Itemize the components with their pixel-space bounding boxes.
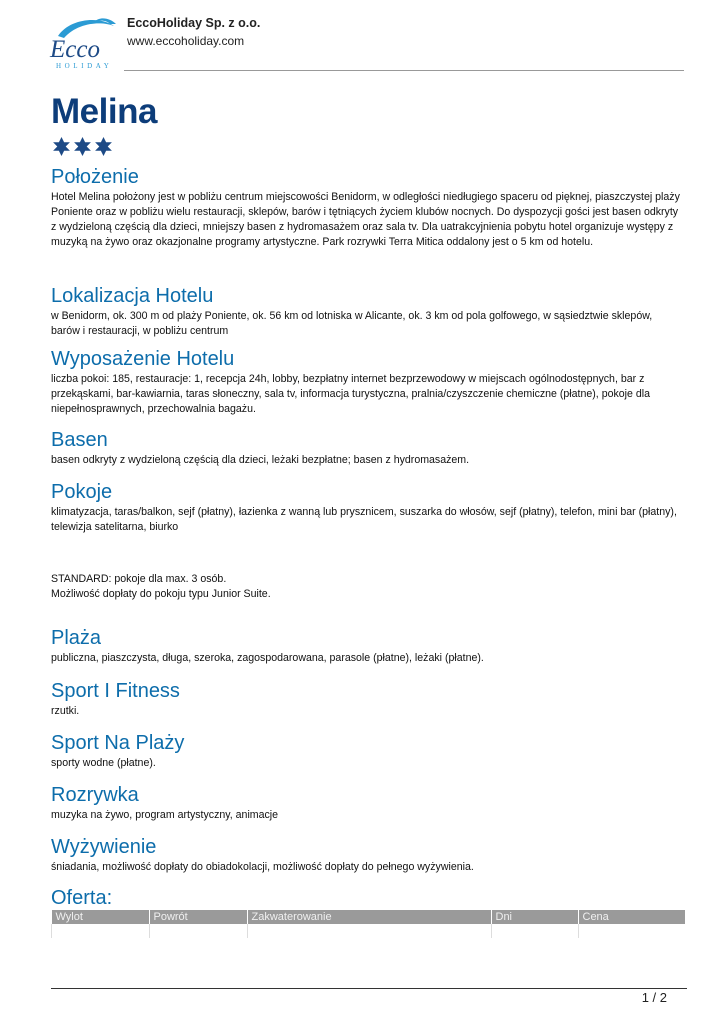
section-heading: Wyżywienie — [51, 836, 157, 858]
section-polozenie — [51, 166, 681, 250]
section-body: liczba pokoi: 185, restauracje: 1, recepcja 24h, lobby, bezpłatny internet bezprzewodowy w miejscach ogólnodostępnych, bar z przekąskami, bar-kawiarnia, taras słoneczny, sala tv, informacja turystyczna, pralnia/czyszczenie chemiczne (płatne), pokoje dla niepełnosprawnych, przechowalnia bagażu. — [51, 373, 650, 415]
section-wyzywienie — [51, 836, 681, 875]
section-heading: Położenie — [51, 166, 139, 188]
logo-graphic — [48, 14, 124, 70]
section-basen — [51, 429, 681, 468]
logo-subtext: HOLIDAY — [56, 62, 113, 70]
table-cell — [247, 924, 491, 938]
room-standard-note: STANDARD: pokoje dla max. 3 osób. — [51, 573, 227, 585]
footer-divider — [51, 988, 687, 989]
company-name: EccoHoliday Sp. z o.o. — [127, 16, 261, 30]
section-body: śniadania, możliwość dopłaty do obiadokolacji, możliwość dopłaty do pełnego wyżywienia. — [51, 861, 474, 873]
section-body: muzyka na żywo, program artystyczny, animacje — [51, 809, 279, 821]
table-row — [52, 924, 686, 938]
section-body: w Benidorm, ok. 300 m od plaży Poniente, ok. 56 km od lotniska w Alicante, ok. 3 km od pola golfowego, w sąsiedztwie sklepów, barów i restauracji, w pobliżu centrum — [51, 310, 653, 337]
section-lokalizacja — [51, 285, 681, 339]
column-header-dni: Dni — [491, 910, 578, 924]
column-header-cena: Cena — [578, 910, 685, 924]
ecco-holiday-logo — [48, 14, 124, 70]
table-cell — [578, 924, 685, 938]
column-header-wylot: Wylot — [52, 910, 150, 924]
section-sport-fitness — [51, 680, 681, 719]
section-body: rzutki. — [51, 705, 80, 717]
section-pokoje — [51, 481, 681, 535]
section-heading: Sport I Fitness — [51, 680, 180, 702]
section-body: publiczna, piaszczysta, długa, szeroka, zagospodarowana, parasole (płatne), leżaki (płatne). — [51, 652, 484, 664]
star-icon — [72, 136, 93, 157]
table-cell — [491, 924, 578, 938]
offer-table-header-row — [52, 910, 686, 924]
section-heading: Oferta: — [51, 887, 113, 909]
document-header — [0, 0, 725, 75]
section-body: sporty wodne (płatne). — [51, 757, 156, 769]
room-upgrade-note: Możliwość dopłaty do pokoju typu Junior Suite. — [51, 588, 271, 600]
star-icon — [93, 136, 114, 157]
hotel-name: Melina — [51, 92, 157, 131]
section-rozrywka — [51, 784, 681, 823]
header-divider — [124, 70, 684, 71]
section-pokoje-note — [51, 571, 681, 602]
section-heading: Pokoje — [51, 481, 113, 503]
section-heading: Plaża — [51, 627, 102, 649]
star-icon — [51, 136, 72, 157]
page-number: 1 / 2 — [641, 990, 667, 1005]
column-header-powrot: Powrót — [149, 910, 247, 924]
section-heading: Lokalizacja Hotelu — [51, 285, 214, 307]
section-plaza — [51, 627, 681, 666]
section-body: Hotel Melina położony jest w pobliżu centrum miejscowości Benidorm, w odległości niedługiego spaceru od pięknej, piaszczystej plaży Poniente oraz w pobliżu wielu restauracji, sklepów, barów i tętniących życiem klubów nocnych. Do dyspozycji gości jest basen odkryty z wydzieloną częścią dla dzieci, mniejszy basen z hydromasażem oraz sala tv. Dla uatrakcyjnienia pobytu hotel organizuje występy z muzyką na żywo oraz okazjonalne programy artystyczne. Park rozrywki Terra Mitica oddalony jest o 5 km od hotelu. — [51, 191, 680, 248]
table-cell — [149, 924, 247, 938]
hotel-star-rating — [51, 136, 114, 162]
offer-table — [51, 910, 685, 938]
column-header-zakwaterowanie: Zakwaterowanie — [247, 910, 491, 924]
section-wyposazenie — [51, 348, 681, 417]
company-website: www.eccoholiday.com — [127, 34, 245, 48]
section-heading: Wyposażenie Hotelu — [51, 348, 235, 370]
table-cell — [52, 924, 150, 938]
section-heading: Rozrywka — [51, 784, 139, 806]
logo-text: Ecco — [50, 36, 100, 63]
section-body: basen odkryty z wydzieloną częścią dla dzieci, leżaki bezpłatne; basen z hydromasażem. — [51, 454, 470, 466]
section-heading: Sport Na Plaży — [51, 732, 185, 754]
section-body: klimatyzacja, taras/balkon, sejf (płatny), łazienka z wanną lub prysznicem, suszarka do włosów, sejf (płatny), telefon, mini bar (płatny), telewizja satelitarna, biurko — [51, 506, 677, 533]
section-oferta — [51, 887, 681, 910]
section-heading: Basen — [51, 429, 108, 451]
section-sport-plaza — [51, 732, 681, 771]
